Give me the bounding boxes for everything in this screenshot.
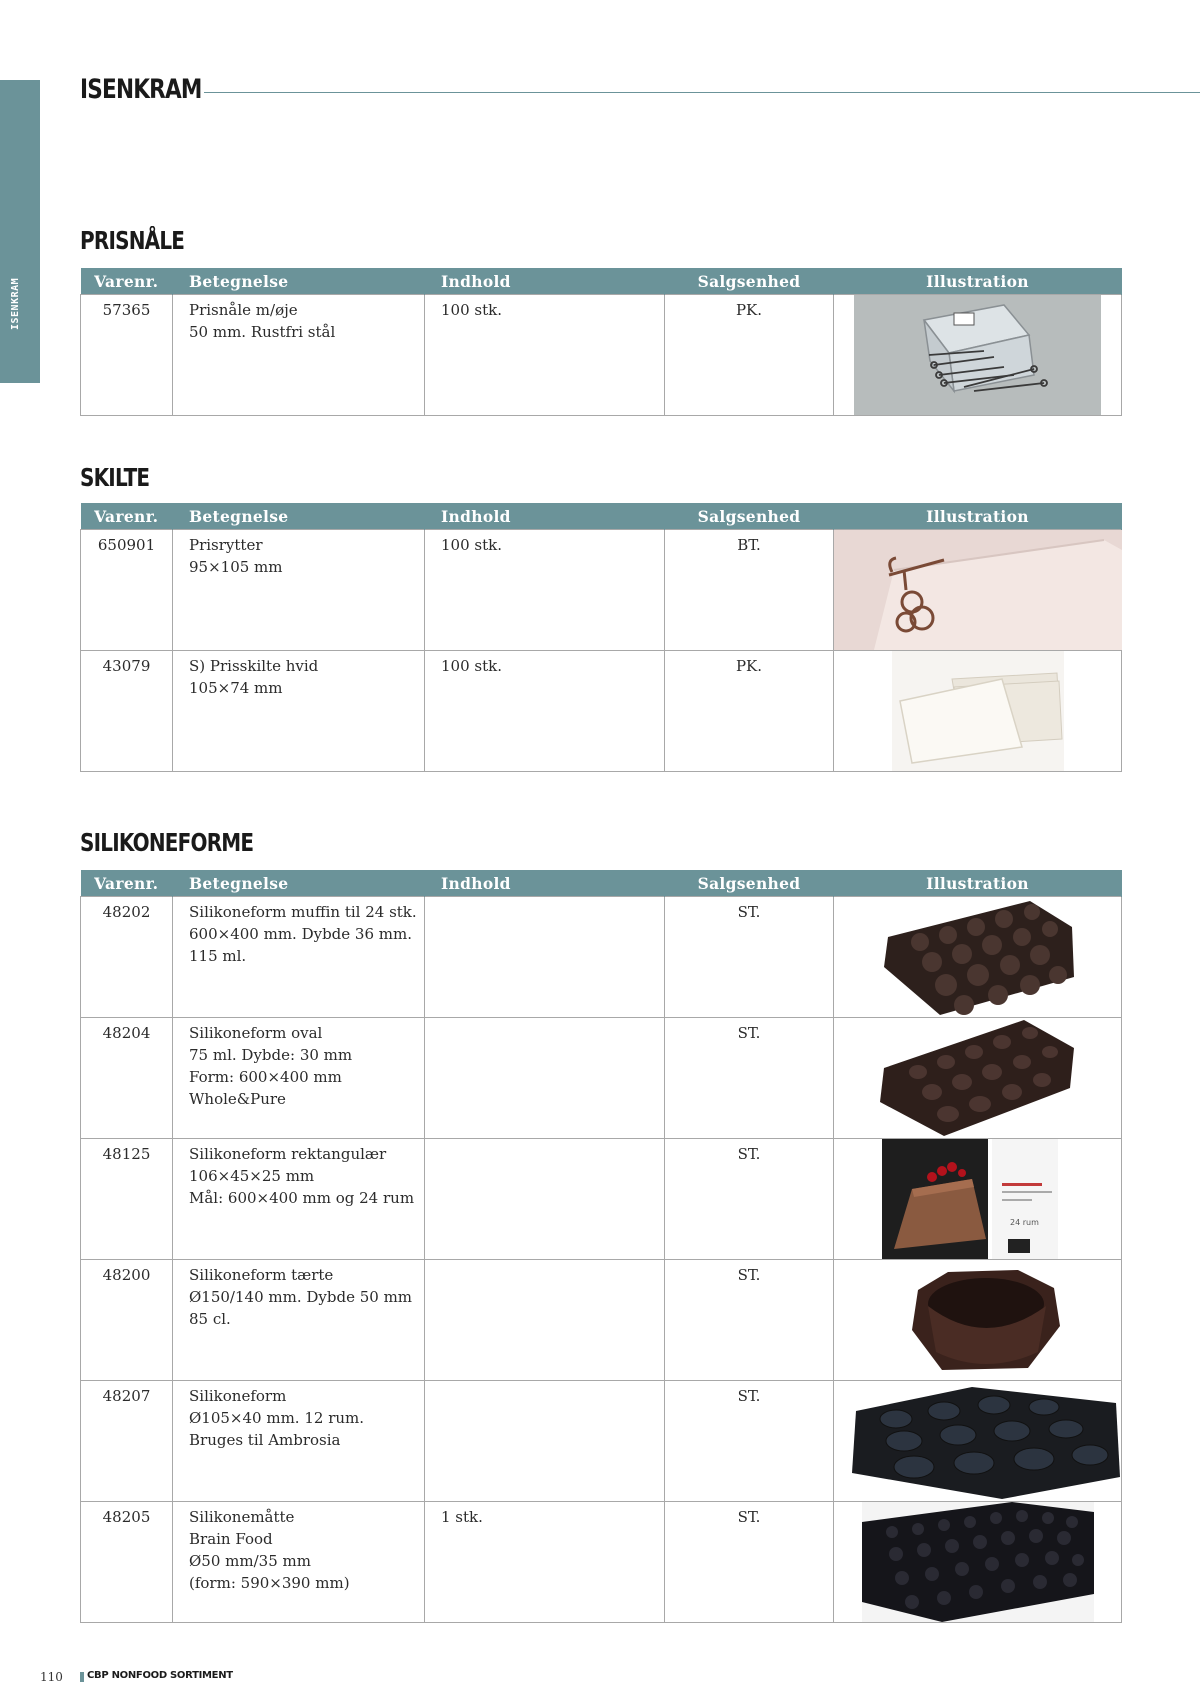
varenr-cell: 43079 [81, 651, 173, 772]
betegnelse-line: Ø105×40 mm. 12 rum. [189, 1409, 365, 1427]
col-header-indhold: Indhold [425, 503, 665, 530]
salgsenhed-cell: ST. [665, 1381, 834, 1502]
section-title-skilte: SKILTE [80, 463, 150, 492]
indhold-cell [425, 1260, 665, 1381]
indhold-cell: 100 stk. [425, 295, 665, 416]
table-row [81, 1139, 1122, 1260]
illustration-cell [834, 1018, 1122, 1139]
betegnelse-line: Mål: 600×400 mm og 24 rum [189, 1189, 415, 1207]
footer-brand: CBP NONFOOD SORTIMENT [87, 1670, 233, 1681]
betegnelse-line: 75 ml. Dybde: 30 mm [189, 1046, 353, 1064]
salgsenhed-cell: PK. [665, 295, 834, 416]
side-tab [0, 80, 40, 383]
oval-mould-photo-icon [874, 1018, 1074, 1138]
indhold-cell [425, 1139, 665, 1260]
illustration-cell [834, 1381, 1122, 1502]
illustration-cell [834, 1502, 1122, 1623]
betegnelse-cell [173, 295, 425, 416]
illustration-cell [834, 651, 1122, 772]
betegnelse-line: 50 mm. Rustfri stål [189, 323, 336, 341]
betegnelse-line: S) Prisskilte hvid [189, 657, 319, 675]
betegnelse-line: Whole&Pure [189, 1090, 286, 1108]
betegnelse-line: 115 ml. [189, 947, 247, 965]
table-row [81, 295, 1122, 416]
col-header-salgsenhed: Salgsenhed [665, 268, 834, 295]
indhold-cell: 100 stk. [425, 530, 665, 651]
product-table-prisnale [80, 268, 1122, 416]
salgsenhed-cell: ST. [665, 1502, 834, 1623]
varenr-cell: 650901 [81, 530, 173, 651]
salgsenhed-cell: ST. [665, 1139, 834, 1260]
varenr-cell: 48125 [81, 1139, 173, 1260]
tart-mould-photo-icon [898, 1260, 1068, 1380]
betegnelse-cell [173, 1381, 425, 1502]
indhold-cell [425, 1018, 665, 1139]
pins-in-box-photo-icon [854, 295, 1101, 415]
betegnelse-cell [173, 1018, 425, 1139]
table-header-row [81, 503, 1122, 530]
page-title: ISENKRAM [80, 74, 202, 105]
betegnelse-line: Form: 600×400 mm [189, 1068, 342, 1086]
indhold-cell [425, 1381, 665, 1502]
table-row [81, 651, 1122, 772]
varenr-cell: 48207 [81, 1381, 173, 1502]
product-table-silikoneforme [80, 870, 1122, 1623]
betegnelse-line: Brain Food [189, 1530, 273, 1548]
side-tab-label [10, 312, 21, 330]
betegnelse-line: 95×105 mm [189, 558, 283, 576]
salgsenhed-cell: ST. [665, 897, 834, 1018]
col-header-illustration: Illustration [834, 870, 1122, 897]
betegnelse-line: Prisnåle m/øje [189, 301, 298, 319]
salgsenhed-cell: ST. [665, 1260, 834, 1381]
footer-mark [80, 1672, 84, 1682]
indhold-cell [425, 897, 665, 1018]
betegnelse-cell [173, 530, 425, 651]
betegnelse-line: Silikoneform muffin til 24 stk. [189, 903, 417, 921]
varenr-cell: 48204 [81, 1018, 173, 1139]
table-row [81, 1260, 1122, 1381]
col-header-varenr: Varenr. [81, 268, 173, 295]
indhold-cell: 1 stk. [425, 1502, 665, 1623]
betegnelse-cell [173, 1139, 425, 1260]
varenr-cell: 57365 [81, 295, 173, 416]
muffin-mould-photo-icon [880, 897, 1074, 1017]
indhold-cell: 100 stk. [425, 651, 665, 772]
betegnelse-line: Ø150/140 mm. Dybde 50 mm [189, 1288, 413, 1306]
betegnelse-line: Ø50 mm/35 mm [189, 1552, 311, 1570]
betegnelse-line: 105×74 mm [189, 679, 283, 697]
col-header-salgsenhed: Salgsenhed [665, 503, 834, 530]
varenr-cell: 48205 [81, 1502, 173, 1623]
white-price-signs-photo-icon [892, 651, 1064, 771]
betegnelse-line: Prisrytter [189, 536, 263, 554]
betegnelse-line: Bruges til Ambrosia [189, 1431, 341, 1449]
table-row [81, 1502, 1122, 1623]
salgsenhed-cell: PK. [665, 651, 834, 772]
betegnelse-line: Silikoneform [189, 1387, 287, 1405]
betegnelse-line: Silikoneform rektangulær [189, 1145, 387, 1163]
title-rule [204, 92, 1200, 93]
betegnelse-line: 85 cl. [189, 1310, 231, 1328]
betegnelse-cell [173, 897, 425, 1018]
betegnelse-line: (form: 590×390 mm) [189, 1574, 350, 1592]
col-header-indhold: Indhold [425, 870, 665, 897]
product-table-skilte [80, 503, 1122, 772]
betegnelse-cell [173, 1260, 425, 1381]
col-header-illustration: Illustration [834, 268, 1122, 295]
section-title-prisnale: PRISNÅLE [80, 226, 185, 255]
table-row [81, 1381, 1122, 1502]
col-header-illustration: Illustration [834, 503, 1122, 530]
salgsenhed-cell: BT. [665, 530, 834, 651]
table-row [81, 897, 1122, 1018]
mould-label: 24 rum [1010, 1218, 1039, 1227]
betegnelse-line: Silikoneform tærte [189, 1266, 334, 1284]
illustration-cell [834, 897, 1122, 1018]
illustration-cell [834, 295, 1122, 416]
varenr-cell: 48202 [81, 897, 173, 1018]
betegnelse-cell [173, 651, 425, 772]
silicone-mat-photo-icon [862, 1502, 1094, 1622]
salgsenhed-cell: ST. [665, 1018, 834, 1139]
col-header-betegnelse: Betegnelse [173, 503, 425, 530]
illustration-cell [834, 1139, 1122, 1260]
betegnelse-cell [173, 1502, 425, 1623]
betegnelse-line: Silikoneform oval [189, 1024, 323, 1042]
table-row [81, 1018, 1122, 1139]
col-header-salgsenhed: Salgsenhed [665, 870, 834, 897]
col-header-betegnelse: Betegnelse [173, 870, 425, 897]
col-header-varenr: Varenr. [81, 503, 173, 530]
col-header-betegnelse: Betegnelse [173, 268, 425, 295]
col-header-indhold: Indhold [425, 268, 665, 295]
betegnelse-line: 106×45×25 mm [189, 1167, 315, 1185]
varenr-cell: 48200 [81, 1260, 173, 1381]
table-header-row [81, 268, 1122, 295]
table-row [81, 530, 1122, 651]
betegnelse-line: 600×400 mm. Dybde 36 mm. [189, 925, 413, 943]
section-title-silikoneforme: SILIKONEFORME [80, 828, 254, 857]
page-number: 110 [40, 1670, 63, 1684]
betegnelse-line: Silikonemåtte [189, 1508, 295, 1526]
table-header-row [81, 870, 1122, 897]
illustration-cell [834, 530, 1122, 651]
illustration-cell [834, 1260, 1122, 1381]
col-header-varenr: Varenr. [81, 870, 173, 897]
price-tent-card-photo-icon [834, 530, 1122, 650]
twelve-cup-mould-photo-icon [852, 1381, 1120, 1501]
rectangular-mould-photo-icon [882, 1139, 1058, 1259]
